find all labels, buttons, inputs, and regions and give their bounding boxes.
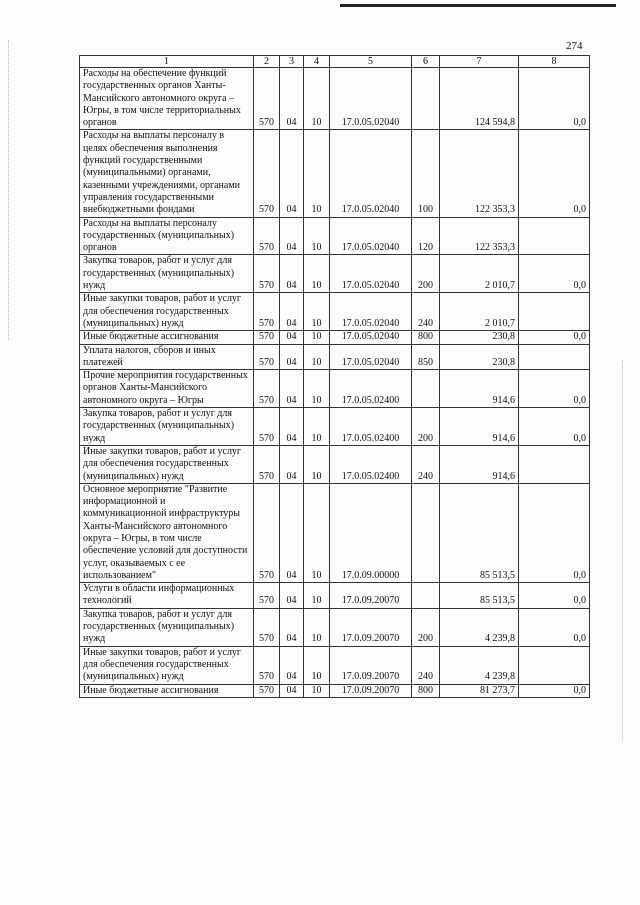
expense-type-cell: 800 — [412, 684, 440, 697]
target-article-cell: 17.0.05.02040 — [330, 68, 412, 130]
section-code-cell: 04 — [280, 331, 304, 344]
row-name-cell: Иные бюджетные ассигнования — [80, 684, 254, 697]
target-article-cell: 17.0.09.20070 — [330, 646, 412, 684]
table-row — [80, 483, 590, 582]
target-article-cell: 17.0.05.02040 — [330, 255, 412, 293]
target-article-cell: 17.0.05.02040 — [330, 331, 412, 344]
column-header: 6 — [412, 56, 440, 68]
change-amount-cell — [519, 344, 590, 370]
subsection-code-cell: 10 — [304, 483, 330, 582]
row-name-cell: Закупка товаров, работ и услуг для государственных (муниципальных) нужд — [80, 255, 254, 293]
column-header: 5 — [330, 56, 412, 68]
amount-cell: 4 239,8 — [440, 608, 519, 646]
admin-code-cell: 570 — [254, 331, 280, 344]
scan-top-edge-line — [340, 4, 616, 7]
admin-code-cell: 570 — [254, 293, 280, 331]
scan-margin-dots — [8, 40, 10, 340]
table-row — [80, 684, 590, 697]
table-row — [80, 370, 590, 408]
section-code-cell: 04 — [280, 684, 304, 697]
row-name-cell: Закупка товаров, работ и услуг для государственных (муниципальных) нужд — [80, 408, 254, 446]
amount-cell: 122 353,3 — [440, 130, 519, 217]
admin-code-cell: 570 — [254, 583, 280, 609]
expense-type-cell: 200 — [412, 408, 440, 446]
subsection-code-cell: 10 — [304, 583, 330, 609]
expense-type-cell: 120 — [412, 217, 440, 255]
section-code-cell: 04 — [280, 408, 304, 446]
section-code-cell: 04 — [280, 370, 304, 408]
row-name-cell: Закупка товаров, работ и услуг для государственных (муниципальных) нужд — [80, 608, 254, 646]
section-code-cell: 04 — [280, 646, 304, 684]
admin-code-cell: 570 — [254, 608, 280, 646]
change-amount-cell: 0,0 — [519, 583, 590, 609]
subsection-code-cell: 10 — [304, 370, 330, 408]
subsection-code-cell: 10 — [304, 68, 330, 130]
subsection-code-cell: 10 — [304, 445, 330, 483]
change-amount-cell — [519, 293, 590, 331]
admin-code-cell: 570 — [254, 370, 280, 408]
column-header: 4 — [304, 56, 330, 68]
target-article-cell: 17.0.05.02040 — [330, 217, 412, 255]
row-name-cell: Расходы на выплаты персоналу государственных (муниципальных) органов — [80, 217, 254, 255]
expense-type-cell: 240 — [412, 293, 440, 331]
section-code-cell: 04 — [280, 68, 304, 130]
subsection-code-cell: 10 — [304, 255, 330, 293]
amount-cell: 230,8 — [440, 344, 519, 370]
row-name-cell: Расходы на выплаты персоналу в целях обеспечения выполнения функций государственными (муниципальными) органами, казенными учреждениями, органами управления государственными внебюджетными фондами — [80, 130, 254, 217]
admin-code-cell: 570 — [254, 408, 280, 446]
target-article-cell: 17.0.09.20070 — [330, 583, 412, 609]
row-name-cell: Расходы на обеспечение функций государственных органов Ханты-Мансийского автономного округа – Югры, в том числе территориальных органов — [80, 68, 254, 130]
section-code-cell: 04 — [280, 483, 304, 582]
amount-cell: 914,6 — [440, 408, 519, 446]
row-name-cell: Уплата налогов, сборов и иных платежей — [80, 344, 254, 370]
amount-cell: 81 273,7 — [440, 684, 519, 697]
change-amount-cell: 0,0 — [519, 130, 590, 217]
target-article-cell: 17.0.05.02040 — [330, 130, 412, 217]
subsection-code-cell: 10 — [304, 331, 330, 344]
target-article-cell: 17.0.05.02040 — [330, 293, 412, 331]
row-name-cell: Услуги в области информационных технологий — [80, 583, 254, 609]
admin-code-cell: 570 — [254, 217, 280, 255]
table-row — [80, 331, 590, 344]
change-amount-cell: 0,0 — [519, 68, 590, 130]
expense-type-cell — [412, 68, 440, 130]
change-amount-cell — [519, 445, 590, 483]
table-row — [80, 130, 590, 217]
admin-code-cell: 570 — [254, 483, 280, 582]
table-header-row — [80, 56, 590, 68]
change-amount-cell: 0,0 — [519, 331, 590, 344]
scan-margin-dots — [622, 360, 624, 740]
expense-type-cell: 240 — [412, 646, 440, 684]
expense-type-cell — [412, 583, 440, 609]
subsection-code-cell: 10 — [304, 608, 330, 646]
table-row — [80, 293, 590, 331]
subsection-code-cell: 10 — [304, 646, 330, 684]
expense-type-cell: 200 — [412, 255, 440, 293]
target-article-cell: 17.0.05.02400 — [330, 370, 412, 408]
row-name-cell: Основное мероприятие "Развитие информационной и коммуникационной инфраструктуры Ханты-Мансийского автономного округа – Югры, в том числе обеспечение условий для доступности услуг, оказываемых с ее использованием" — [80, 483, 254, 582]
target-article-cell: 17.0.05.02040 — [330, 344, 412, 370]
section-code-cell: 04 — [280, 217, 304, 255]
expense-type-cell — [412, 483, 440, 582]
change-amount-cell: 0,0 — [519, 408, 590, 446]
target-article-cell: 17.0.05.02400 — [330, 445, 412, 483]
amount-cell: 4 239,8 — [440, 646, 519, 684]
change-amount-cell: 0,0 — [519, 684, 590, 697]
expense-type-cell: 850 — [412, 344, 440, 370]
admin-code-cell: 570 — [254, 130, 280, 217]
amount-cell: 2 010,7 — [440, 255, 519, 293]
subsection-code-cell: 10 — [304, 344, 330, 370]
subsection-code-cell: 10 — [304, 408, 330, 446]
amount-cell: 85 513,5 — [440, 483, 519, 582]
expense-type-cell: 800 — [412, 331, 440, 344]
section-code-cell: 04 — [280, 293, 304, 331]
table-row — [80, 646, 590, 684]
table-row — [80, 408, 590, 446]
section-code-cell: 04 — [280, 255, 304, 293]
table-row — [80, 255, 590, 293]
subsection-code-cell: 10 — [304, 130, 330, 217]
expense-type-cell: 100 — [412, 130, 440, 217]
table-row — [80, 344, 590, 370]
section-code-cell: 04 — [280, 445, 304, 483]
subsection-code-cell: 10 — [304, 293, 330, 331]
amount-cell: 2 010,7 — [440, 293, 519, 331]
change-amount-cell: 0,0 — [519, 608, 590, 646]
amount-cell: 85 513,5 — [440, 583, 519, 609]
admin-code-cell: 570 — [254, 344, 280, 370]
expense-type-cell — [412, 370, 440, 408]
section-code-cell: 04 — [280, 344, 304, 370]
budget-table — [79, 55, 590, 698]
admin-code-cell: 570 — [254, 646, 280, 684]
column-header: 1 — [80, 56, 254, 68]
admin-code-cell: 570 — [254, 684, 280, 697]
column-header: 3 — [280, 56, 304, 68]
subsection-code-cell: 10 — [304, 217, 330, 255]
expense-type-cell: 200 — [412, 608, 440, 646]
table-row — [80, 445, 590, 483]
column-header: 8 — [519, 56, 590, 68]
expense-type-cell: 240 — [412, 445, 440, 483]
table-row — [80, 68, 590, 130]
admin-code-cell: 570 — [254, 255, 280, 293]
target-article-cell: 17.0.09.20070 — [330, 684, 412, 697]
change-amount-cell — [519, 646, 590, 684]
row-name-cell: Иные закупки товаров, работ и услуг для обеспечения государственных (муниципальных) нужд — [80, 646, 254, 684]
amount-cell: 914,6 — [440, 445, 519, 483]
row-name-cell: Иные бюджетные ассигнования — [80, 331, 254, 344]
row-name-cell: Иные закупки товаров, работ и услуг для обеспечения государственных (муниципальных) нужд — [80, 445, 254, 483]
row-name-cell: Иные закупки товаров, работ и услуг для обеспечения государственных (муниципальных) нужд — [80, 293, 254, 331]
amount-cell: 124 594,8 — [440, 68, 519, 130]
target-article-cell: 17.0.09.20070 — [330, 608, 412, 646]
amount-cell: 230,8 — [440, 331, 519, 344]
subsection-code-cell: 10 — [304, 684, 330, 697]
table-row — [80, 608, 590, 646]
admin-code-cell: 570 — [254, 445, 280, 483]
target-article-cell: 17.0.05.02400 — [330, 408, 412, 446]
change-amount-cell: 0,0 — [519, 483, 590, 582]
amount-cell: 914,6 — [440, 370, 519, 408]
change-amount-cell: 0,0 — [519, 255, 590, 293]
section-code-cell: 04 — [280, 583, 304, 609]
row-name-cell: Прочие мероприятия государственных органов Ханты-Мансийского автономного округа – Югры — [80, 370, 254, 408]
page-number: 274 — [566, 40, 583, 52]
column-header: 7 — [440, 56, 519, 68]
column-header: 2 — [254, 56, 280, 68]
table-row — [80, 217, 590, 255]
change-amount-cell: 0,0 — [519, 370, 590, 408]
section-code-cell: 04 — [280, 608, 304, 646]
target-article-cell: 17.0.09.00000 — [330, 483, 412, 582]
admin-code-cell: 570 — [254, 68, 280, 130]
change-amount-cell — [519, 217, 590, 255]
amount-cell: 122 353,3 — [440, 217, 519, 255]
section-code-cell: 04 — [280, 130, 304, 217]
table-row — [80, 583, 590, 609]
